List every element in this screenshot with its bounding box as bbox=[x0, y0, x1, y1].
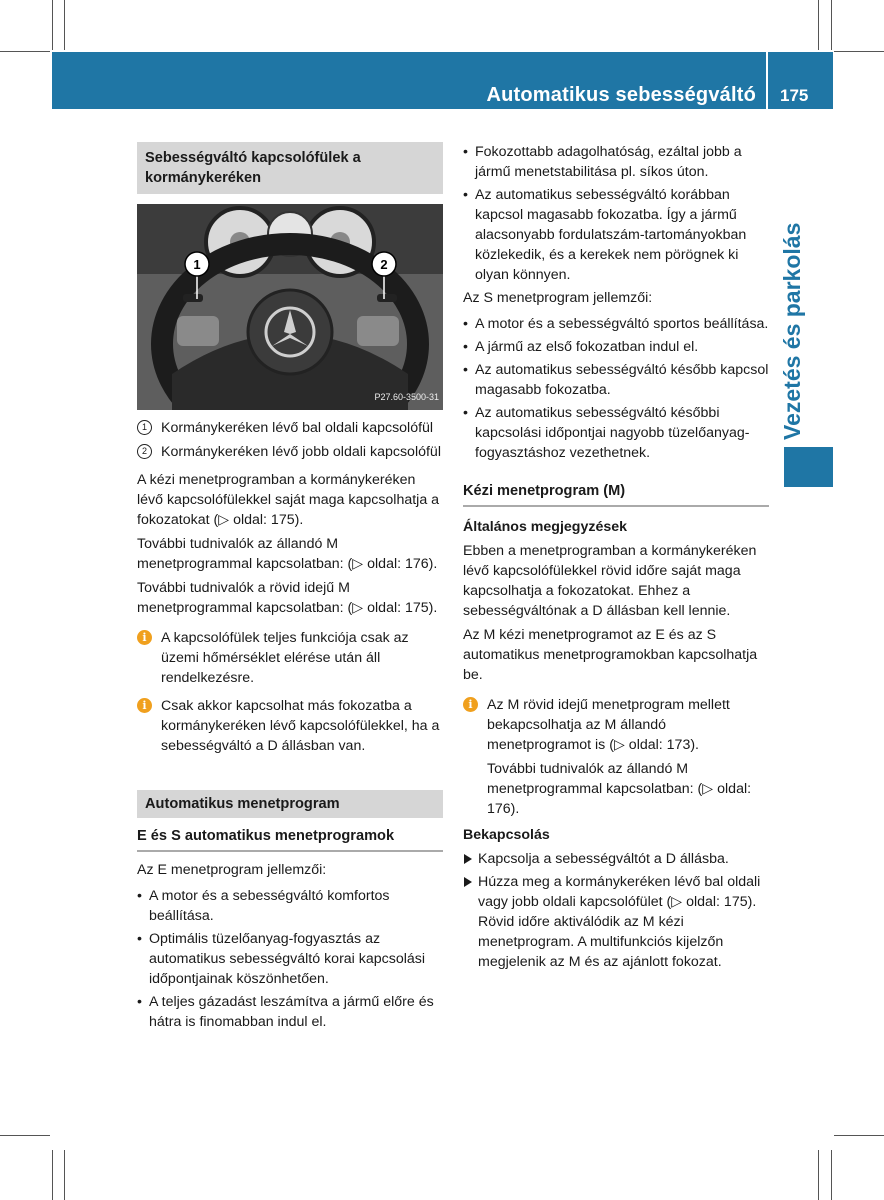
info-note-1 bbox=[137, 628, 443, 688]
crop-mark bbox=[52, 1150, 53, 1200]
legend-text-1: Kormánykeréken lévő bal oldali kapcsolófül bbox=[161, 420, 434, 436]
paragraph-temporary-m: További tudnivalók a rövid idejű M menetprogrammal kapcsolatban: (▷ oldal: 175). bbox=[137, 580, 438, 616]
info-icon: i bbox=[463, 697, 478, 712]
legend-number-2: 2 bbox=[137, 444, 152, 459]
legend-number-1: 1 bbox=[137, 420, 152, 435]
left-column bbox=[137, 142, 443, 1035]
side-tab-label: Vezetés és parkolás bbox=[779, 222, 805, 440]
crop-mark bbox=[52, 0, 53, 50]
switch-on-steps bbox=[463, 849, 769, 972]
list-item: • Az automatikus sebességváltó korábban kapcsol magasabb fokozatba. Így a jármű alacsonyabb fordulatszám-tartományokban közlekedik, és a kerekek nem pörögnek ki olyan könnyen. bbox=[463, 185, 769, 285]
step-text: Kapcsolja a sebességváltót a D állásba. bbox=[478, 851, 729, 867]
section-title-automatic: Automatikus menetprogram bbox=[137, 790, 443, 818]
legend-item-2 bbox=[137, 442, 443, 462]
section-title-paddles: Sebességváltó kapcsolófülek a kormánykeréken bbox=[137, 142, 443, 194]
list-item: • A teljes gázadást leszámítva a jármű előre és hátra is finomabban indul el. bbox=[137, 992, 443, 1032]
list-item: • Optimális tüzelőanyag-fogyasztás az automatikus sebességváltó korai kapcsolási időpontjainak köszönhetően. bbox=[137, 929, 443, 989]
callout-1-label: 1 bbox=[193, 257, 201, 272]
crop-mark bbox=[0, 51, 50, 52]
step-item bbox=[463, 872, 769, 972]
callout-2-label: 2 bbox=[380, 257, 388, 272]
page-header-title: Automatikus sebességváltó bbox=[486, 84, 756, 106]
list-item: • A motor és a sebességváltó sportos beállítása. bbox=[463, 314, 769, 334]
paragraph-manual-paddles: A kézi menetprogramban a kormánykeréken lévő kapcsolófülekkel saját maga kapcsolhatja a fokozatokat (▷ oldal: 175). bbox=[137, 472, 440, 528]
info-note-2 bbox=[137, 696, 443, 756]
legend-text-2: Kormánykeréken lévő jobb oldali kapcsolófül bbox=[161, 444, 441, 460]
step-result: Rövid időre aktiválódik az M kézi menetprogram. A multifunkciós kijelzőn megjelenik az M és az ajánlott fokozat. bbox=[478, 914, 724, 970]
side-tab-marker bbox=[784, 447, 833, 487]
subheading-general-notes: Általános megjegyzések bbox=[463, 519, 628, 535]
crop-mark bbox=[64, 1150, 65, 1200]
info-note-1-text: A kapcsolófülek teljes funkciója csak az üzemi hőmérséklet elérése után áll rendelkezésre. bbox=[161, 630, 409, 686]
paragraph-permanent-m: További tudnivalók az állandó M menetprogrammal kapcsolatban: (▷ oldal: 176). bbox=[137, 536, 438, 572]
crop-mark bbox=[64, 0, 65, 50]
e-program-list bbox=[137, 886, 443, 1032]
subheading-switch-on: Bekapcsolás bbox=[463, 827, 550, 843]
info-note-manual bbox=[463, 695, 769, 819]
crop-mark bbox=[834, 51, 884, 52]
step-text: Húzza meg a kormánykeréken lévő bal oldali vagy jobb oldali kapcsolófület (▷ oldal: 175). bbox=[478, 874, 761, 910]
crop-mark bbox=[818, 0, 819, 50]
list-item: • Az automatikus sebességváltó később kapcsol magasabb fokozatba. bbox=[463, 360, 769, 400]
step-arrow-icon bbox=[464, 877, 472, 887]
crop-mark bbox=[834, 1135, 884, 1136]
info-note-manual-text-2: További tudnivalók az állandó M menetprogrammal kapcsolatban: (▷ oldal: 176). bbox=[487, 761, 752, 817]
page-number: 175 bbox=[780, 86, 809, 105]
crop-mark bbox=[818, 1150, 819, 1200]
steering-wheel-photo bbox=[137, 204, 443, 410]
heading-manual-program: Kézi menetprogram (M) bbox=[463, 481, 769, 507]
step-item bbox=[463, 849, 769, 869]
crop-mark bbox=[0, 1135, 50, 1136]
list-item: • A jármű az első fokozatban indul el. bbox=[463, 337, 769, 357]
list-item: • Fokozottabb adagolhatóság, ezáltal jobb a jármű menetstabilitása pl. síkos úton. bbox=[463, 142, 769, 182]
e-program-intro: Az E menetprogram jellemzői: bbox=[137, 862, 327, 878]
paragraph-general-2: Az M kézi menetprogramot az E és az S automatikus menetprogramokban kapcsolhatja be. bbox=[463, 627, 758, 683]
heading-e-s-programs: E és S automatikus menetprogramok bbox=[137, 826, 443, 852]
crop-mark bbox=[831, 1150, 832, 1200]
info-note-manual-text: Az M rövid idejű menetprogram mellett bekapcsolhatja az M állandó menetprogramot is (▷ oldal: 173). bbox=[487, 697, 730, 753]
right-column bbox=[463, 142, 769, 975]
legend-item-1 bbox=[137, 418, 443, 438]
info-icon: i bbox=[137, 698, 152, 713]
s-program-intro: Az S menetprogram jellemzői: bbox=[463, 290, 653, 306]
list-item: • Az automatikus sebességváltó későbbi kapcsolási időpontjai nagyobb tüzelőanyag-fogyasztáshoz vezethetnek. bbox=[463, 403, 769, 463]
paragraph-general-1: Ebben a menetprogramban a kormánykeréken lévő kapcsolófülekkel rövid időre saját maga kapcsolhatja a fokozatokat. Ehhez a sebességváltónak a D állásban kell lennie. bbox=[463, 543, 757, 619]
s-program-list bbox=[463, 314, 769, 463]
image-reference-id: P27.60-3500-31 bbox=[374, 392, 439, 402]
info-icon: i bbox=[137, 630, 152, 645]
list-item: • A motor és a sebességváltó komfortos beállítása. bbox=[137, 886, 443, 926]
info-note-2-text: Csak akkor kapcsolhat más fokozatba a kormánykeréken lévő kapcsolófülekkel, ha a sebességváltó a D állásban van. bbox=[161, 698, 440, 754]
crop-mark bbox=[831, 0, 832, 50]
step-arrow-icon bbox=[464, 854, 472, 864]
e-program-list-continued bbox=[463, 142, 769, 285]
steering-wheel-illustration bbox=[137, 204, 443, 410]
